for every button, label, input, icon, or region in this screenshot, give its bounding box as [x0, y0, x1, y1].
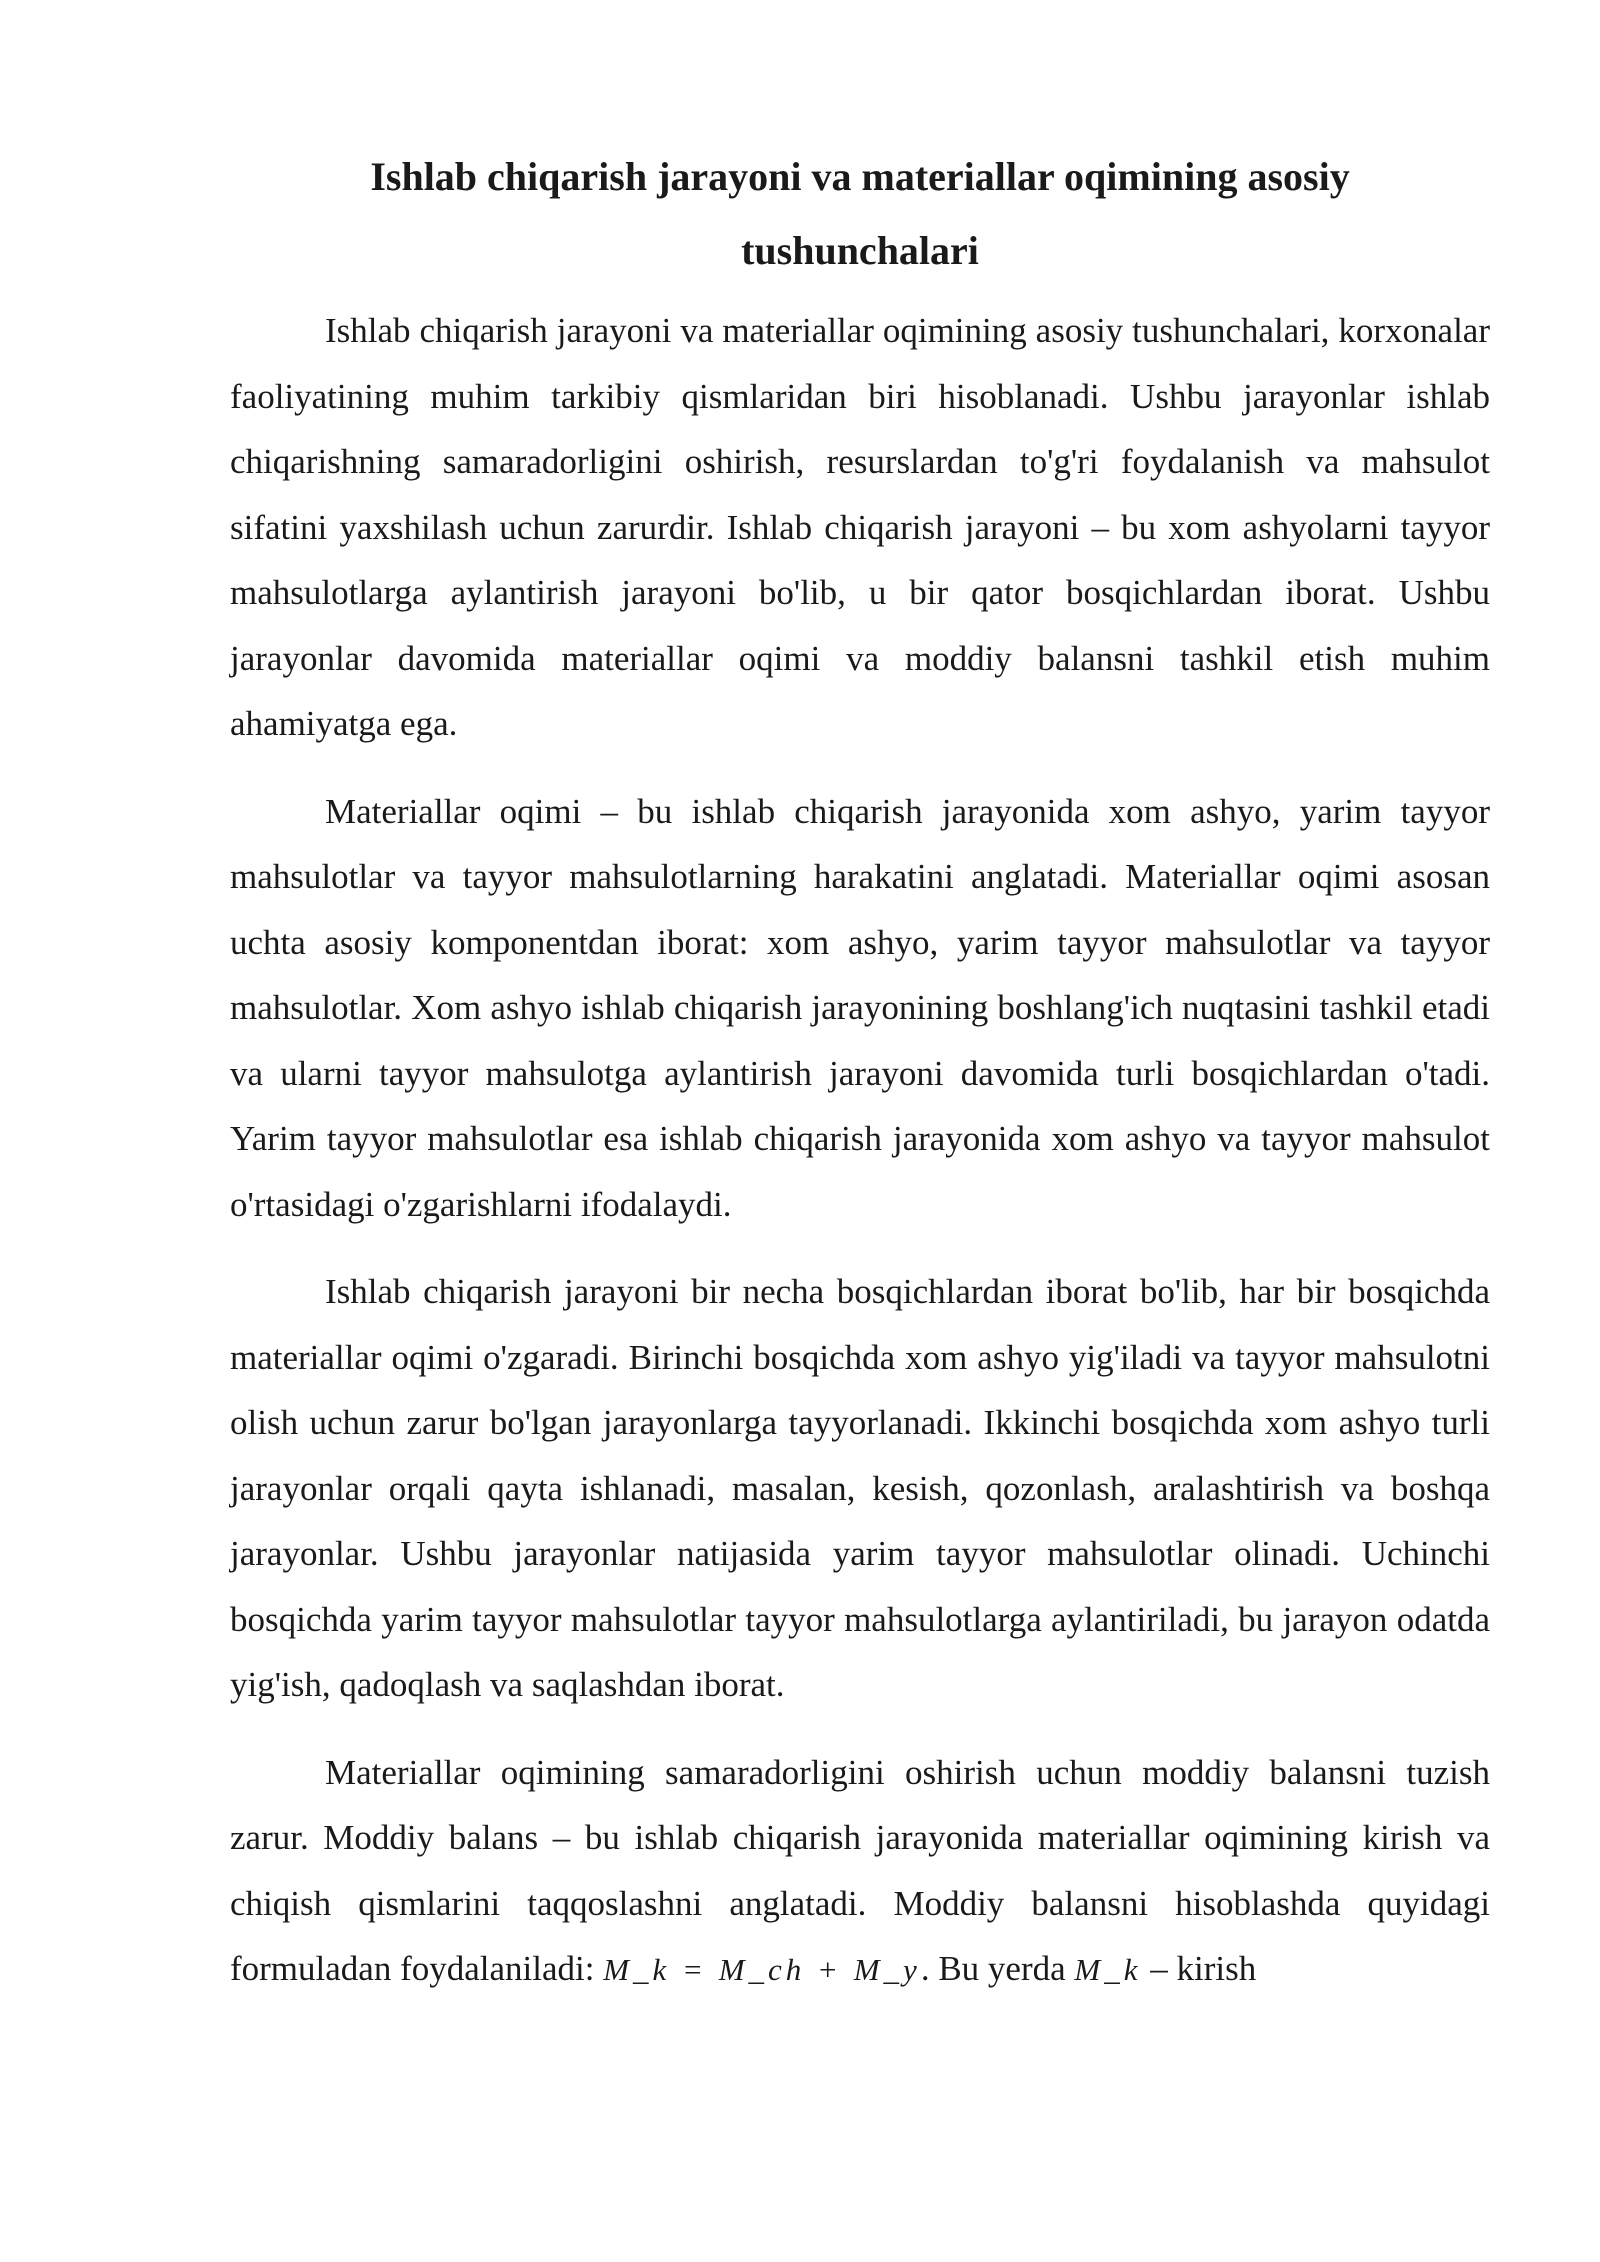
paragraph-4	[230, 1740, 1490, 2003]
document-page	[230, 140, 1490, 2025]
paragraph-4-end: – kirish	[1150, 1949, 1257, 1988]
paragraph-1: Ishlab chiqarish jarayoni va materiallar oqimining asosiy tushunchalari, korxonalar faoliyatining muhim tarkibiy qismlaridan biri hisoblanadi. Ushbu jarayonlar ishlab chiqarishning samaradorligini oshirish, resurslardan to'g'ri foydalanish va mahsulot sifatini yaxshilash uchun zarurdir. Ishlab chiqarish jarayoni – bu xom ashyolarni tayyor mahsulotlarga aylantirish jarayoni bo'lib, u bir qator bosqichlardan iborat. Ushbu jarayonlar davomida materiallar oqimi va moddiy balansni tashkil etish muhim ahamiyatga ega.	[230, 311, 1490, 743]
formula-symbol: M_k	[1074, 1952, 1142, 1987]
paragraph-2: Materiallar oqimi – bu ishlab chiqarish jarayonida xom ashyo, yarim tayyor mahsulotlar va tayyor mahsulotlarning harakatini anglatadi. Materiallar oqimi asosan uchta asosiy komponentdan iborat: xom ashyo, yarim tayyor mahsulotlar va tayyor mahsulotlar. Xom ashyo ishlab chiqarish jarayonining boshlang'ich nuqtasini tashkil etadi va ularni tayyor mahsulotga aylantirish jarayoni davomida turli bosqichlardan o'tadi. Yarim tayyor mahsulotlar esa ishlab chiqarish jarayonida xom ashyo va tayyor mahsulot o'rtasidagi o'zgarishlarni ifodalaydi.	[230, 791, 1490, 1224]
paragraph-3: Ishlab chiqarish jarayoni bir necha bosqichlardan iborat bo'lib, har bir bosqichda materiallar oqimi o'zgaradi. Birinchi bosqichda xom ashyo yig'iladi va tayyor mahsulotni olish uchun zarur bo'lgan jarayonlarga tayyorlanadi. Ikkinchi bosqichda xom ashyo turli jarayonlar orqali qayta ishlanadi, masalan, kesish, qozonlash, aralashtirish va boshqa jarayonlar. Ushbu jarayonlar natijasida yarim tayyor mahsulotlar olinadi. Uchinchi bosqichda yarim tayyor mahsulotlar tayyor mahsulotlarga aylantiriladi, bu jarayon odatda yig'ish, qadoqlash va saqlashdan iborat.	[230, 1272, 1490, 1704]
paragraph-4-continuation: . Bu yerda	[920, 1949, 1066, 1988]
document-title: Ishlab chiqarish jarayoni va materiallar oqimining asosiy tushunchalari	[370, 154, 1350, 273]
paragraph-4-text: Materiallar oqimining samaradorligini oshirish uchun moddiy balansni tuzish zarur. Moddiy balans – bu ishlab chiqarish jarayonida materiallar oqimining kirish va chiqish qismlarini taqqoslashni anglatadi. Moddiy balansni hisoblashda quyidagi formuladan foydalaniladi:	[230, 1752, 1490, 1988]
balance-formula: M_k = M_ch + M_y	[603, 1952, 921, 1987]
